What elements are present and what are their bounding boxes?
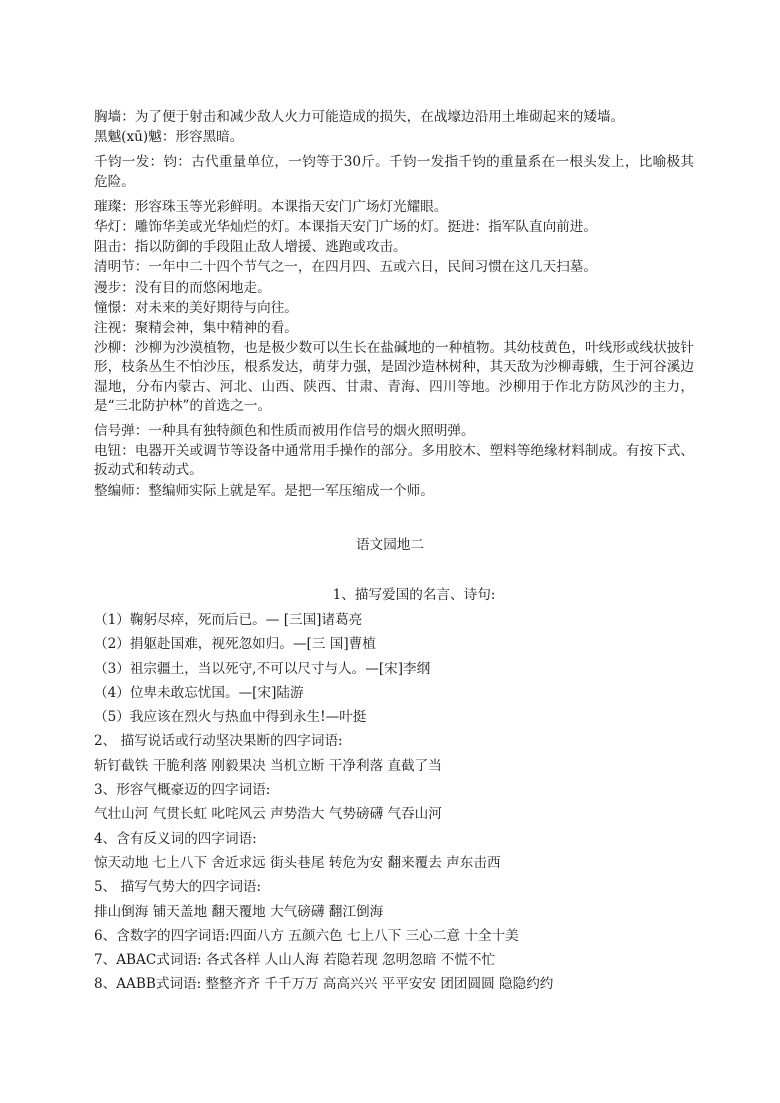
antonym-words-list: 惊天动地 七上八下 舍近求远 街头巷尾 转危为安 翻来覆去 声东击西 bbox=[94, 854, 501, 871]
section-title: 语文园地二 bbox=[356, 537, 424, 553]
definition-term: 沙柳 bbox=[94, 340, 122, 357]
aabb-words-line: 8、AABB式词语: 整整齐齐 千千万万 高高兴兴 平平安安 团团圆圆 隐隐约约 bbox=[94, 976, 554, 993]
definition-term: 电钮 bbox=[94, 443, 122, 460]
definition-text: 沙柳为沙漠植物，也是极少数可以生长在盐碱地的一种植物。其幼枝黄色，叶线形或线状披针形，枝条丛生不怕沙压，根系发达，萌芽力强，是固沙造林树种，其天敌为沙柳毒蛾，生于河谷溪边湿地，分布内蒙古、河北、山西、陕西、甘肃、青海、四川等地。沙柳用于作北方防风沙的主力，是“三北防护林”的首选之一。 bbox=[94, 340, 695, 414]
definition-text: 整编师实际上就是军。是把一军压缩成一个师。 bbox=[148, 482, 434, 499]
definition-item: 华灯：雕饰华美或光华灿烂的灯。本课指天安门广场的灯。挺进：指军队直向前进。 bbox=[94, 219, 597, 236]
quote-item: （5）我应该在烈火与热血中得到永生!—叶挺 bbox=[94, 709, 367, 726]
definition-term: 信号弹 bbox=[94, 423, 135, 440]
definition-text: 为了便于射击和减少敌人火力可能造成的损失，在战壕边沿用土堆砌起来的矮墙。 bbox=[134, 109, 625, 125]
definition-term: 整编师 bbox=[94, 482, 135, 499]
definition-item: 整编师：整编师实际上就是军。是把一军压缩成一个师。 bbox=[94, 482, 434, 499]
antonym-words-heading: 4、含有反义词的四字词语: bbox=[94, 830, 257, 847]
definition-term: 华灯 bbox=[94, 219, 122, 236]
definition-text: 形容珠玉等光彩鲜明。本课指天安门广场灯光耀眼。 bbox=[134, 198, 448, 215]
definition-text: 一年中二十四个节气之一，在四月四、五或六日，民间习惯在这几天扫墓。 bbox=[148, 259, 597, 276]
definition-item: 沙柳：沙柳为沙漠植物，也是极少数可以生长在盐碱地的一种植物。其幼枝黄色，叶线形或线状披针形，枝条丛生不怕沙压，根系发达，萌芽力强，是固沙造林树种，其天敌为沙柳毒蛾，生于河谷溪边湿地，分布内蒙古、河北、山西、陕西、甘肃、青海、四川等地。沙柳用于作北方防风沙的主力，是“三北防护林”的首选之一。 bbox=[94, 340, 695, 414]
definition-term: 清明节 bbox=[94, 259, 135, 276]
definition-term: 千钧一发 bbox=[94, 154, 150, 171]
heroic-words-list: 气壮山河 气贯长虹 叱咤风云 声势浩大 气势磅礴 气吞山河 bbox=[94, 806, 442, 823]
definition-item: 电钮：电器开关或调节等设备中通常用手操作的部分。多用胶木、塑料等绝缘材料制成。有按下式、扳动式和转动式。 bbox=[94, 443, 695, 479]
definition-item: 注视：聚精会神，集中精神的看。 bbox=[94, 320, 298, 337]
definition-term: 璀璨 bbox=[94, 198, 122, 215]
definition-term: 胸墙 bbox=[94, 109, 122, 125]
definition-term: 黑魆(xū)魆 bbox=[94, 129, 162, 146]
definition-term: 憧憬 bbox=[94, 299, 122, 316]
definition-item: 清明节：一年中二十四个节气之一，在四月四、五或六日，民间习惯在这几天扫墓。 bbox=[94, 259, 597, 276]
definition-text: 钧：古代重量单位，一钧等于30斤。千钧一发指千钧的重量系在一根头发上，比喻极其危险。 bbox=[94, 154, 695, 190]
chinese-garden-section bbox=[94, 583, 694, 997]
definition-item: 阻击：指以防御的手段阻止敌人增援、逃跑或攻击。 bbox=[94, 239, 407, 256]
quote-item: （2）捐躯赴国难，视死忽如归。—[三 国]曹植 bbox=[94, 636, 376, 653]
definition-text: 形容黑暗。 bbox=[175, 129, 244, 146]
momentum-words-heading: 5、 描写气势大的四字词语: bbox=[94, 879, 262, 896]
definition-term: 注视 bbox=[94, 320, 122, 337]
definition-item: 漫步：没有目的而悠闲地走。 bbox=[94, 279, 271, 296]
definition-text: 雕饰华美或光华灿烂的灯。本课指天安门广场的灯。挺进：指军队直向前进。 bbox=[134, 219, 597, 236]
number-words-line: 6、含数字的四字词语:四面八方 五颜六色 七上八下 三心二意 十全十美 bbox=[94, 927, 519, 944]
quote-item: （1）鞠躬尽瘁，死而后已。— [三国]诸葛亮 bbox=[94, 612, 363, 628]
definitions-list bbox=[94, 108, 694, 502]
definition-item: 黑魆(xū)魆：形容黑暗。 bbox=[94, 129, 244, 146]
quote-item: （4）位卑未敢忘忧国。—[宋]陆游 bbox=[94, 684, 304, 701]
definition-text: 指以防御的手段阻止敌人增援、逃跑或攻击。 bbox=[134, 239, 407, 256]
definition-text: 一种具有独特颜色和性质而被用作信号的烟火照明弹。 bbox=[148, 423, 475, 440]
definition-item: 胸墙：为了便于射击和减少敌人火力可能造成的损失，在战壕边沿用土堆砌起来的矮墙。 bbox=[94, 109, 625, 125]
heroic-words-heading: 3、形容气概豪迈的四字词语: bbox=[94, 782, 271, 799]
definition-term: 漫步 bbox=[94, 279, 122, 296]
patriotic-quotes-heading: 1、描写爱国的名言、诗句: bbox=[332, 587, 496, 603]
definition-term: 阻击 bbox=[94, 239, 122, 256]
definition-item: 憧憬：对未来的美好期待与向往。 bbox=[94, 299, 298, 316]
definition-item: 千钧一发：钧：古代重量单位，一钧等于30斤。千钧一发指千钧的重量系在一根头发上，比喻极其危险。 bbox=[94, 154, 695, 190]
abac-words-line: 7、ABAC式词语: 各式各样 人山人海 若隐若现 忽明忽暗 不慌不忙 bbox=[94, 952, 496, 969]
definition-text: 没有目的而悠闲地走。 bbox=[134, 279, 271, 296]
quote-item: （3）祖宗疆土，当以死守,不可以尺寸与人。—[宋]李纲 bbox=[94, 660, 431, 677]
definition-text: 聚精会神，集中精神的看。 bbox=[134, 320, 298, 337]
decisive-words-list: 斩钉截铁 干脆利落 刚毅果决 当机立断 干净利落 直截了当 bbox=[94, 757, 442, 774]
definition-item: 璀璨：形容珠玉等光彩鲜明。本课指天安门广场灯光耀眼。 bbox=[94, 198, 448, 215]
definition-item: 信号弹：一种具有独特颜色和性质而被用作信号的烟火照明弹。 bbox=[94, 423, 475, 440]
momentum-words-list: 排山倒海 铺天盖地 翻天覆地 大气磅礴 翻江倒海 bbox=[94, 903, 384, 920]
definition-text: 对未来的美好期待与向往。 bbox=[134, 299, 298, 316]
definition-text: 电器开关或调节等设备中通常用手操作的部分。多用胶木、塑料等绝缘材料制成。有按下式、扳动式和转动式。 bbox=[94, 443, 695, 479]
decisive-words-heading: 2、 描写说话或行动坚决果断的四字词语: bbox=[94, 733, 343, 750]
